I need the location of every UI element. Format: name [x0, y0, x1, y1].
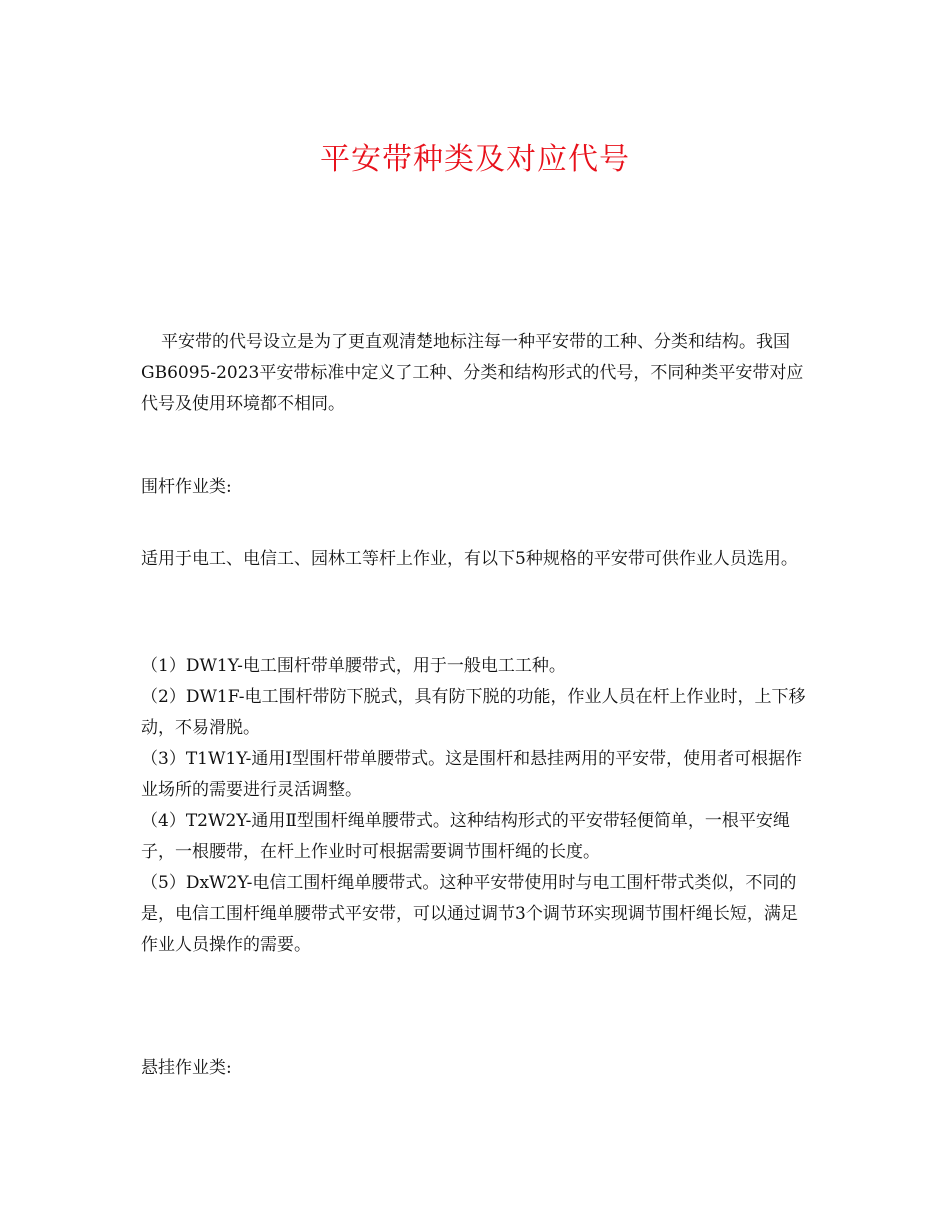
list-item: （2）DW1F-电工围杆带防下脱式，具有防下脱的功能，作业人员在杆上作业时，上下移动，不易滑脱。 [141, 687, 806, 738]
list-item: （3）T1W1Y-通用Ⅰ型围杆带单腰带式。这是围杆和悬挂两用的平安带，使用者可根据作业场所的需要进行灵活调整。 [141, 749, 803, 800]
section-description-pole: 适用于电工、电信工、园林工等杆上作业，有以下5种规格的平安带可供作业人员选用。 [141, 549, 798, 569]
section-heading-pole: 围杆作业类: [141, 477, 232, 497]
list-item: （5）DxW2Y-电信工围杆绳单腰带式。这种平安带使用时与电工围杆带式类似，不同的是，电信工围杆绳单腰带式平安带，可以通过调节3个调节环实现调节围杆绳长短，满足作业人员操作的需要。 [141, 873, 798, 955]
specification-list [141, 651, 813, 961]
list-item: （1）DW1Y-电工围杆带单腰带式，用于一般电工工种。 [141, 656, 566, 676]
list-item: （4）T2W2Y-通用Ⅱ型围杆绳单腰带式。这种结构形式的平安带轻便简单，一根平安绳子，一根腰带，在杆上作业时可根据需要调节围杆绳的长度。 [141, 811, 790, 862]
document-title: 平安带种类及对应代号 [320, 142, 630, 177]
intro-paragraph: 平安带的代号设立是为了更直观清楚地标注每一种平安带的工种、分类和结构。我国GB6095-2023平安带标准中定义了工种、分类和结构形式的代号，不同种类平安带对应代号及使用环境都不相同。 [141, 332, 804, 414]
section-heading-suspension: 悬挂作业类: [141, 1058, 232, 1078]
